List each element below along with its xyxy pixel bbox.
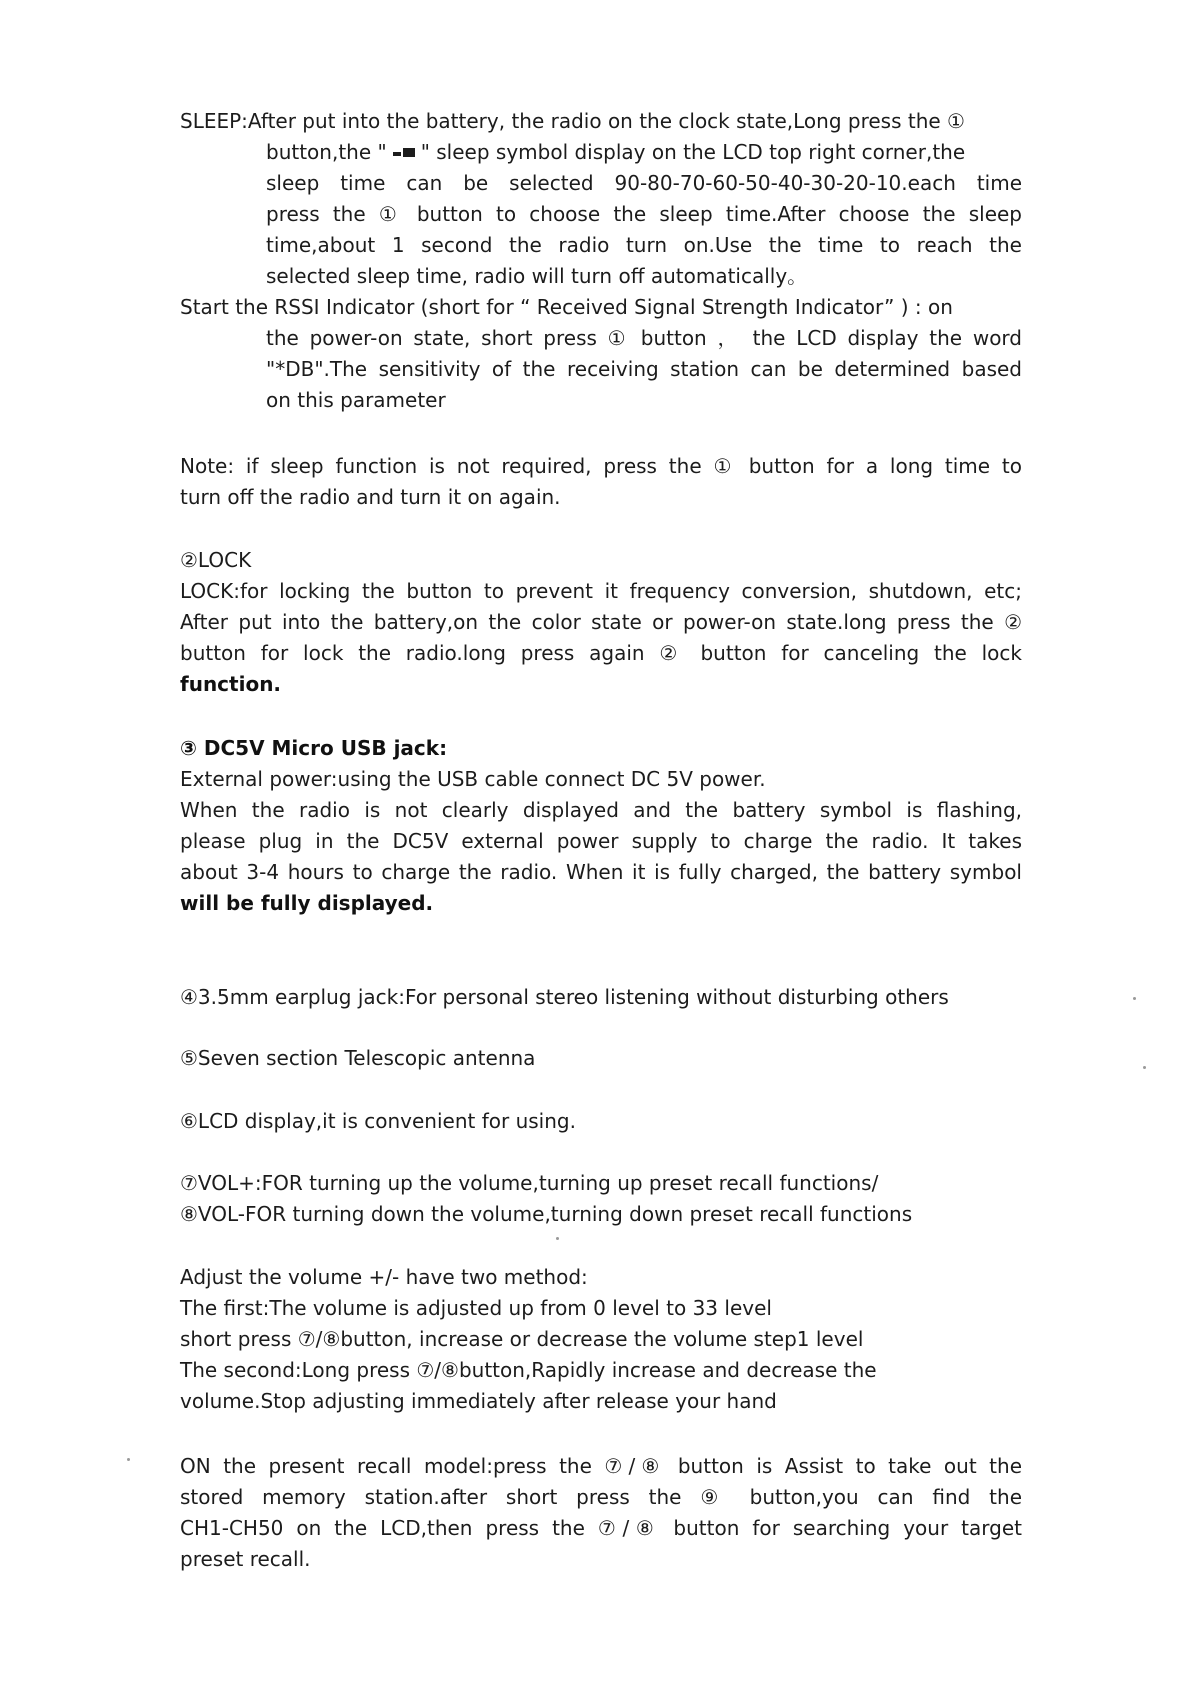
- volume-items: [180, 1168, 1022, 1230]
- usb-line-4: about 3-4 hours to charge the radio. When it is fully charged, the battery symbol: [180, 860, 1022, 884]
- scan-speck: [127, 1458, 130, 1461]
- vol-down-line: ⑧VOL-FOR turning down the volume,turning down preset recall functions: [180, 1202, 913, 1226]
- antenna-item: ⑤Seven section Telescopic antenna: [180, 1046, 536, 1070]
- preset-line-1: ON the present recall model:press the ⑦/⑧ button is Assist to take out the: [180, 1454, 1022, 1478]
- note-paragraph: [180, 451, 1022, 513]
- lcd-item: ⑥LCD display,it is convenient for using.: [180, 1109, 576, 1133]
- lock-line-2: After put into the battery,on the color state or power-on state.long press the ②: [180, 610, 1022, 634]
- vol-up-line: ⑦VOL+:FOR turning up the volume,turning up preset recall functions/: [180, 1171, 879, 1195]
- sleep-label: SLEEP:: [180, 109, 248, 133]
- preset-line-3: CH1-CH50 on the LCD,then press the ⑦/⑧ button for searching your target: [180, 1516, 1022, 1540]
- rssi-line-1: Start the RSSI Indicator (short for “ Received Signal Strength Indicator” ) : on: [180, 295, 953, 319]
- scan-speck: [556, 1237, 559, 1240]
- rssi-paragraph: [180, 292, 1022, 416]
- adjust-line-1: Adjust the volume +/- have two method:: [180, 1265, 588, 1289]
- rssi-line-4: on this parameter: [266, 388, 446, 412]
- usb-line-5: will be fully displayed.: [180, 891, 434, 915]
- adjust-line-3: short press ⑦/⑧button, increase or decrease the volume step1 level: [180, 1327, 864, 1351]
- usb-heading: ③ DC5V Micro USB jack:: [180, 736, 448, 760]
- rssi-line-3: "*DB".The sensitivity of the receiving station can be determined based: [266, 357, 1022, 381]
- note-line-2: turn off the radio and turn it on again.: [180, 485, 561, 509]
- sleep-line-4: press the ① button to choose the sleep time.After choose the sleep: [266, 202, 1022, 226]
- adjust-line-4: The second:Long press ⑦/⑧button,Rapidly increase and decrease the: [180, 1358, 877, 1382]
- lock-section: [180, 545, 1022, 700]
- usb-line-2: When the radio is not clearly displayed and the battery symbol is flashing,: [180, 798, 1022, 822]
- lock-line-1: LOCK:for locking the button to prevent it frequency conversion, shutdown, etc;: [180, 579, 1022, 603]
- sleep-line-2: button,the " " sleep symbol display on the LCD top right corner,the: [266, 140, 966, 164]
- adjust-line-5: volume.Stop adjusting immediately after release your hand: [180, 1389, 777, 1413]
- usb-line-3: please plug in the DC5V external power supply to charge the radio. It takes: [180, 829, 1022, 853]
- sleep-paragraph: [180, 106, 1022, 292]
- scan-speck: [1133, 997, 1136, 1000]
- preset-line-2: stored memory station.after short press the ⑨ button,you can find the: [180, 1485, 1022, 1509]
- usb-section: [180, 733, 1022, 919]
- preset-paragraph: [180, 1451, 1022, 1575]
- adjust-line-2: The first:The volume is adjusted up from 0 level to 33 level: [180, 1296, 772, 1320]
- sleep-symbol-icon: [393, 148, 419, 160]
- scan-speck: [1143, 1066, 1146, 1069]
- rssi-line-2: the power-on state, short press ① button ， the LCD display the word: [266, 326, 1022, 350]
- note-line-1: Note: if sleep function is not required, press the ① button for a long time to: [180, 454, 1022, 478]
- sleep-line-3: sleep time can be selected 90-80-70-60-50-40-30-20-10.each time: [266, 171, 1022, 195]
- sleep-line-6: selected sleep time, radio will turn off automatically。: [266, 264, 808, 288]
- lock-line-4: function.: [180, 672, 282, 696]
- adjust-paragraph: [180, 1262, 1022, 1417]
- sleep-line-1: SLEEP:After put into the battery, the radio on the clock state,Long press the ①: [180, 109, 965, 133]
- usb-line-1: External power:using the USB cable connect DC 5V power.: [180, 767, 766, 791]
- earplug-item: ④3.5mm earplug jack:For personal stereo listening without disturbing others: [180, 985, 949, 1009]
- lock-line-3: button for lock the radio.long press again ② button for canceling the lock: [180, 641, 1022, 665]
- lock-heading: ②LOCK: [180, 548, 252, 572]
- preset-line-4: preset recall.: [180, 1547, 311, 1571]
- sleep-line-5: time,about 1 second the radio turn on.Use the time to reach the: [266, 233, 1022, 257]
